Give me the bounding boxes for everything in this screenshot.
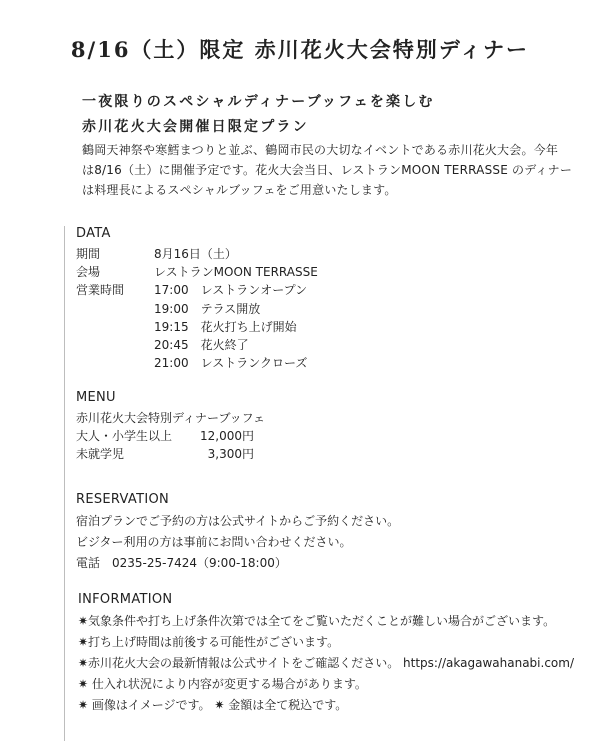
subtitle-line-1: 一夜限りのスペシャルディナーブッフェを楽しむ <box>82 94 435 110</box>
price-label: 大人・小学生以上 <box>76 429 173 444</box>
price-value: 3,300円 <box>207 447 254 462</box>
intro-line: は料理長によるスペシャルブッフェをご用意いたします。 <box>82 183 397 197</box>
period-value: 8月16日（土） <box>154 247 237 261</box>
schedule-row <box>76 300 318 318</box>
period-label: 期間 <box>76 247 101 261</box>
venue-row <box>76 263 318 281</box>
info-line: ✷赤川花火大会の最新情報は公式サイトをご確認ください。 https://akagawahanabi.com/ <box>78 656 574 670</box>
info-line: ✷ 画像はイメージです。 ✷ 金額は全て税込です。 <box>78 698 348 712</box>
price-row <box>76 445 265 463</box>
schedule-item: 19:15 花火打ち上げ開始 <box>154 319 297 334</box>
schedule-row <box>76 354 318 372</box>
period-row <box>76 245 318 263</box>
schedule-item: 17:00 レストランオープン <box>154 283 308 298</box>
schedule-item: 21:00 レストランクローズ <box>154 356 308 371</box>
section-divider-line <box>64 226 65 741</box>
intro-line: は8/16（土）に開催予定です。花火大会当日、レストランMOON TERRASSE のディナー <box>82 163 573 177</box>
intro-paragraph <box>82 140 582 200</box>
price-row <box>76 427 265 445</box>
reservation-section <box>76 492 399 574</box>
info-line: ✷気象条件や打ち上げ条件次第では全てをご覧いただくことが難しい場合がございます。 <box>78 614 556 628</box>
venue-value: レストランMOON TERRASSE <box>154 265 318 280</box>
info-line: ✷打ち上げ時間は前後する可能性がございます。 <box>78 635 340 649</box>
info-line: ✷ 仕入れ状況により内容が変更する場合があります。 <box>78 677 367 691</box>
data-heading: DATA <box>76 226 111 241</box>
reservation-heading: RESERVATION <box>76 492 170 507</box>
menu-section <box>76 390 265 464</box>
hours-label: 営業時間 <box>76 283 125 298</box>
venue-label: 会場 <box>76 265 101 280</box>
information-section <box>78 592 574 716</box>
schedule-item: 20:45 花火終了 <box>154 337 249 352</box>
reservation-line: 宿泊プランでご予約の方は公式サイトからご予約ください。 <box>76 514 400 528</box>
reservation-line: ビジター利用の方は事前にお問い合わせください。 <box>76 535 352 549</box>
information-heading: INFORMATION <box>78 592 173 607</box>
schedule-row <box>76 336 318 354</box>
schedule-row <box>76 281 318 299</box>
price-label: 未就学児 <box>76 447 125 462</box>
reservation-phone: 電話 0235-25-7424（9:00-18:00） <box>76 556 287 570</box>
menu-name: 赤川花火大会特別ディナーブッフェ <box>76 411 266 425</box>
data-section <box>76 226 318 372</box>
schedule-item: 19:00 テラス開放 <box>154 301 261 316</box>
subtitle-line-2: 赤川花火大会開催日限定プラン <box>82 119 309 135</box>
intro-line: 鶴岡天神祭や寒鱈まつりと並ぶ、鶴岡市民の大切なイベントである赤川花火大会。今年 <box>82 143 559 157</box>
price-value: 12,000円 <box>200 429 254 444</box>
page-title: 8/16（土）限定 赤川花火大会特別ディナー <box>70 37 530 62</box>
schedule-row <box>76 318 318 336</box>
menu-heading: MENU <box>76 390 116 405</box>
